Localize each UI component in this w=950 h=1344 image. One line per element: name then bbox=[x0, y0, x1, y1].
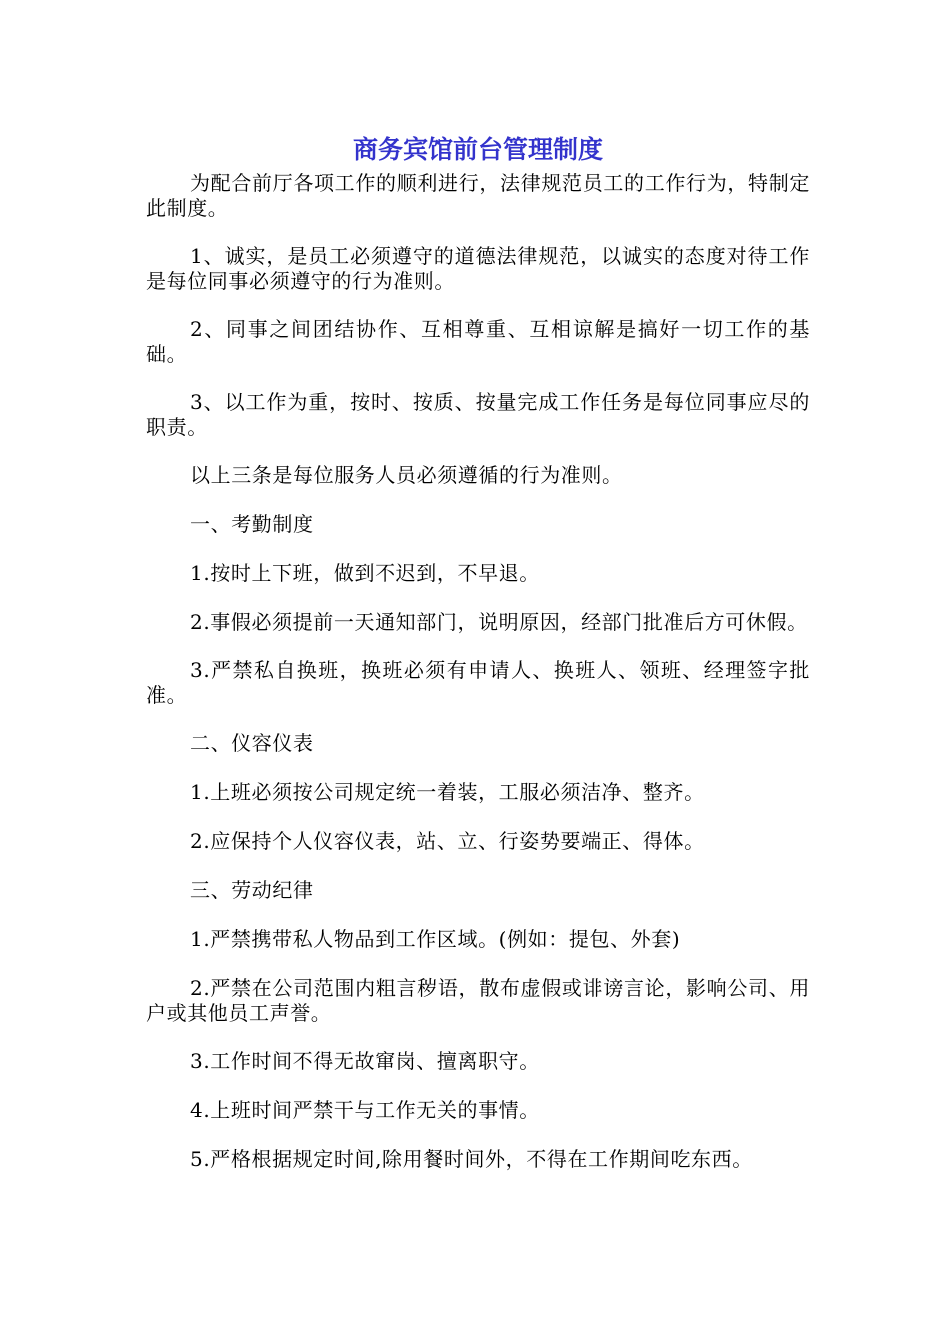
discipline-item-2: 2.严禁在公司范围内粗言秽语，散布虚假或诽谤言论，影响公司、用户或其他员工声誉。 bbox=[146, 976, 810, 1025]
document-page bbox=[146, 130, 810, 1196]
intro-paragraph: 为配合前厅各项工作的顺利进行，法律规范员工的工作行为，特制定此制度。 bbox=[146, 171, 810, 220]
discipline-item-1: 1.严禁携带私人物品到工作区域。(例如：提包、外套) bbox=[190, 927, 681, 951]
principle-3: 3、以工作为重，按时、按质、按量完成工作任务是每位同事应尽的职责。 bbox=[146, 390, 810, 439]
attendance-item-3: 3.严禁私自换班，换班必须有申请人、换班人、领班、经理签字批准。 bbox=[146, 658, 810, 707]
principle-1: 1、诚实，是员工必须遵守的道德法律规范，以诚实的态度对待工作是每位同事必须遵守的行为准则。 bbox=[146, 244, 810, 293]
document-title: 商务宾馆前台管理制度 bbox=[352, 135, 603, 164]
section-heading-discipline: 三、劳动纪律 bbox=[190, 878, 314, 902]
discipline-item-4: 4.上班时间严禁干与工作无关的事情。 bbox=[190, 1098, 540, 1122]
appearance-item-1: 1.上班必须按公司规定统一着装，工服必须洁净、整齐。 bbox=[190, 780, 705, 804]
attendance-item-2: 2.事假必须提前一天通知部门，说明原因，经部门批准后方可休假。 bbox=[190, 610, 808, 634]
principles-summary: 以上三条是每位服务人员必须遵循的行为准则。 bbox=[190, 463, 623, 487]
discipline-item-5: 5.严格根据规定时间,除用餐时间外，不得在工作期间吃东西。 bbox=[190, 1147, 753, 1171]
section-heading-attendance: 一、考勤制度 bbox=[190, 512, 314, 536]
discipline-item-3: 3.工作时间不得无故窜岗、擅离职守。 bbox=[190, 1049, 540, 1073]
section-heading-appearance: 二、仪容仪表 bbox=[190, 731, 314, 755]
principle-2: 2、同事之间团结协作、互相尊重、互相谅解是搞好一切工作的基础。 bbox=[146, 317, 810, 366]
attendance-item-1: 1.按时上下班，做到不迟到，不早退。 bbox=[190, 561, 540, 585]
appearance-item-2: 2.应保持个人仪容仪表，站、立、行姿势要端正、得体。 bbox=[190, 829, 705, 853]
